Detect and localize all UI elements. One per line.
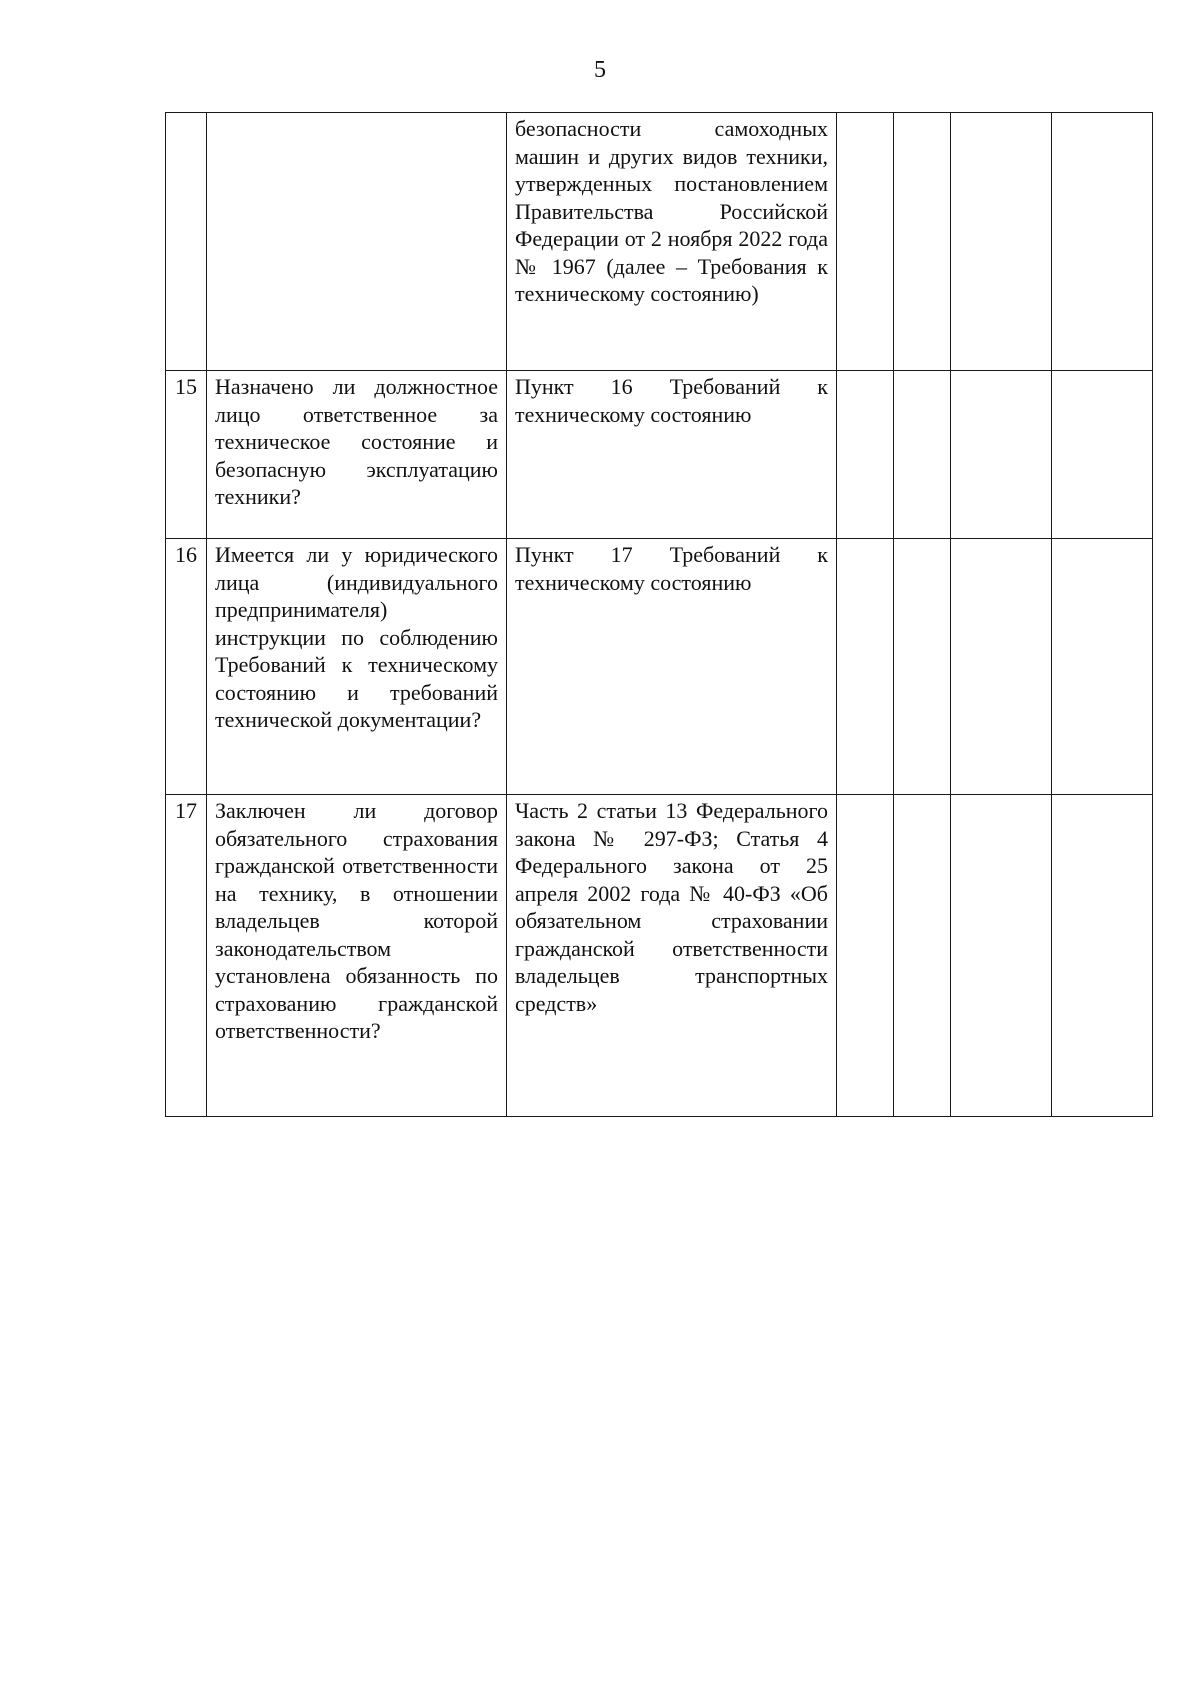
- row-number: 17: [166, 795, 207, 1117]
- reference-cell: Пункт 16 Требований к техническому состоянию: [507, 371, 837, 539]
- mark-cell: [894, 371, 951, 539]
- mark-cell: [1052, 371, 1153, 539]
- mark-cell: [1052, 539, 1153, 795]
- mark-cell: [951, 371, 1052, 539]
- row-number: [166, 113, 207, 371]
- reference-cell: безопасности самоходных машин и других видов техники, утвержденных постановлением Правительства Российской Федерации от 2 ноября 2022 года № 1967 (далее – Требования к техническому состоянию): [507, 113, 837, 371]
- question-cell: Назначено ли должностное лицо ответственное за техническое состояние и безопасную эксплуатацию техники?: [207, 371, 507, 539]
- table-row: [166, 371, 1153, 539]
- reference-cell: Часть 2 статьи 13 Федерального закона № 297-ФЗ; Статья 4 Федерального закона от 25 апреля 2002 года № 40-ФЗ «Об обязательном страховании гражданской ответственности владельцев транспортных средств»: [507, 795, 837, 1117]
- mark-cell: [837, 113, 894, 371]
- mark-cell: [894, 539, 951, 795]
- mark-cell: [951, 795, 1052, 1117]
- table-row: [166, 539, 1153, 795]
- question-cell: Имеется ли у юридического лица (индивидуального предпринимателя) инструкции по соблюдению Требований к техническому состоянию и требований технической документации?: [207, 539, 507, 795]
- row-number: 16: [166, 539, 207, 795]
- mark-cell: [837, 539, 894, 795]
- table-row: [166, 795, 1153, 1117]
- mark-cell: [951, 113, 1052, 371]
- reference-cell: Пункт 17 Требований к техническому состоянию: [507, 539, 837, 795]
- mark-cell: [894, 795, 951, 1117]
- mark-cell: [1052, 795, 1153, 1117]
- page-number: 5: [594, 57, 606, 83]
- mark-cell: [837, 795, 894, 1117]
- row-number: 15: [166, 371, 207, 539]
- mark-cell: [837, 371, 894, 539]
- checklist-table: [165, 112, 1153, 1117]
- mark-cell: [894, 113, 951, 371]
- question-cell: [207, 113, 507, 371]
- mark-cell: [951, 539, 1052, 795]
- question-cell: Заключен ли договор обязательного страхования гражданской ответственности на технику, в отношении владельцев которой законодательством установлена обязанность по страхованию гражданской ответственности?: [207, 795, 507, 1117]
- mark-cell: [1052, 113, 1153, 371]
- table-row: [166, 113, 1153, 371]
